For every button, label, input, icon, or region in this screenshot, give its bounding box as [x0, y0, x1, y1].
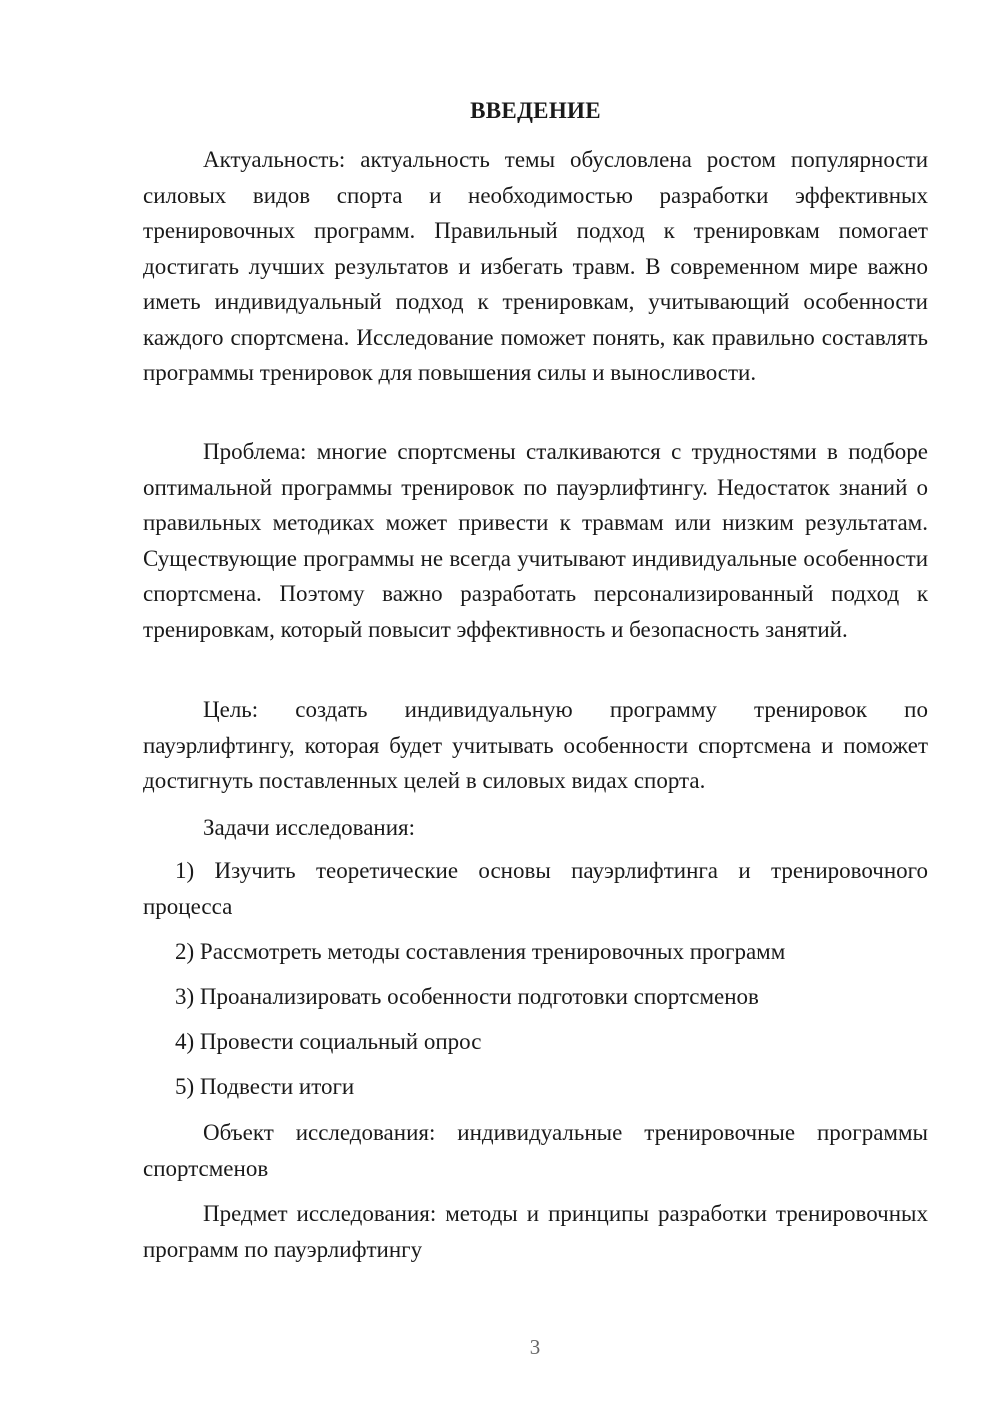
task-item-3: 3) Проанализировать особенности подготовки спортсменов [175, 984, 759, 1009]
tasks-heading: Задачи исследования: [203, 815, 416, 840]
problem-paragraph: Проблема: многие спортсмены сталкиваются с трудностями в подборе оптимальной программы тренировок по пауэрлифтингу. Недостаток знаний о правильных методиках может привести к травмам или низким результатам. Существующие программы не всегда учитывают индивидуальные особенности спортсмена. Поэтому важно разработать персонализированный подход к тренировкам, который повысит эффективность и безопасность занятий. [143, 439, 928, 642]
task-item-2: 2) Рассмотреть методы составления тренировочных программ [175, 939, 786, 964]
section-heading: ВВЕДЕНИЕ [470, 98, 601, 123]
subject-paragraph: Предмет исследования: методы и принципы разработки тренировочных программ по пауэрлифтингу [143, 1201, 928, 1262]
task-item-4: 4) Провести социальный опрос [175, 1029, 482, 1054]
object-paragraph: Объект исследования: индивидуальные тренировочные программы спортсменов [143, 1120, 928, 1181]
goal-paragraph: Цель: создать индивидуальную программу тренировок по пауэрлифтингу, которая будет учитывать особенности спортсмена и поможет достигнуть поставленных целей в силовых видах спорта. [143, 697, 928, 793]
task-item-5: 5) Подвести итоги [175, 1074, 355, 1099]
page-number: 3 [529, 1335, 541, 1359]
task-item-1: 1) Изучить теоретические основы пауэрлифтинга и тренировочного процесса [143, 858, 928, 919]
relevance-paragraph: Актуальность: актуальность темы обусловлена ростом популярности силовых видов спорта и необходимостью разработки эффективных тренировочных программ. Правильный подход к тренировкам помогает достигать лучших результатов и избегать травм. В современном мире важно иметь индивидуальный подход к тренировкам, учитывающий особенности каждого спортсмена. Исследование поможет понять, как правильно составлять программы тренировок для повышения силы и выносливости. [143, 147, 928, 385]
